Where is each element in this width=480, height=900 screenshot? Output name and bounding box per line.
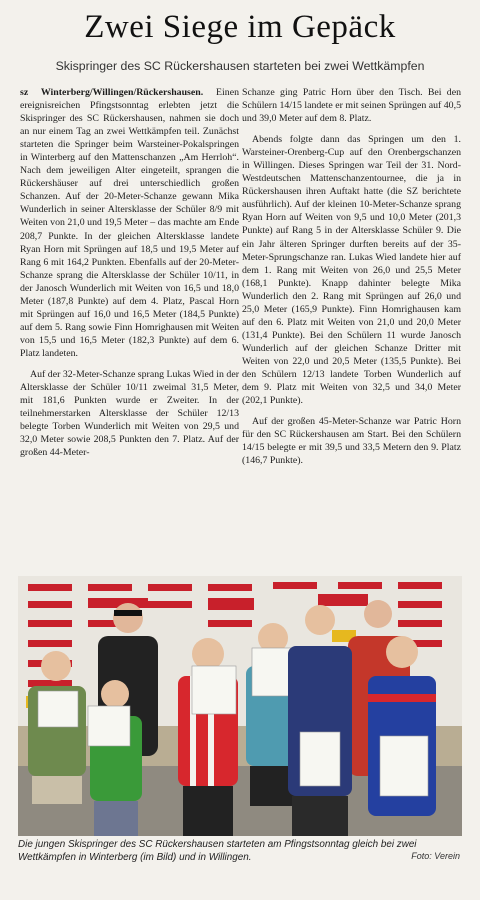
article-paragraph [20,86,239,360]
article-column-2 [242,86,461,467]
dateline: sz Winterberg/Willingen/Rückershausen. [20,87,204,98]
article-paragraph: Abends folgte dann das Springen um den 1. Warsteiner-Orenberg-Cup auf den Orenbergschanzen in Willingen. Dieses Springen war Teil der 31. Nord-Westdeutschen Mattenschanzentournee, die ja in Rückershausen ihren Auftakt hatte (die SZ berichtete ausführlich). Auf der kleinen 10-Meter-Schanze sprang Ryan Horn auf Weiten von 9,5 und 10,0 Meter (201,3 Punkte) auf Rang 5 in der Altersklasse Schüler 9. Die ein Jahr älteren Springer durften bereits auf der 35-Meter-Sprungschanze ran. Lukas Wied landete hier auf dem 1. Rang mit Weiten von 26,0 und 25,5 Meter (168,1 Punkte). Knapp dahinter belegte Mika Wunderlich den 2. Rang mit Sprüngen auf 26,0 und 25,0 Meter (165,9 Punkte). Finn Homrighausen kam auf den 6. Platz mit Weiten von 21,0 und 20,0 Meter (131,4 Punkte). Bei den Schülern 11 wurde Janosch Wunderlich auf der gleichen Schanze Dritter mit Weiten von 22,0 und 20,5 Meter (135,5 Punkte). Bei den Schülern 12/13 landete Torben Wunderlich auf dem 9. Platz mit Weiten von 32,5 und 34,0 Meter (202,1 Punkte). [242,134,461,407]
photo-caption: Die jungen Skispringer des SC Rückershausen starteten am Pfingstsonntag gleich bei zwei Wettkämpfen in Winterberg (im Bild) und in Willingen. [18,839,417,863]
team-photo-illustration [18,576,462,836]
article-paragraph: Auf der 32-Meter-Schanze sprang Lukas Wied in der Altersklasse der Schüler 10/11 zweimal 31,5 Meter, mit 181,6 Punkten wurde er Zweiter. In der teilnehmerstarken Altersklasse der Schüler 12/13 belegte Torben Wunderlich mit Weiten von 29,5 und 32,0 Meter sowie 208,5 Punkten den 7. Platz. Auf der großen 44-Meter- [20,368,239,459]
subheadline: Skispringer des SC Rückershausen starteten bei zwei Wettkämpfen [55,59,425,73]
photo-credit: Foto: Verein [411,851,460,861]
article-column-1 [20,86,239,459]
paragraph-text: Einen ereignisreichen Pfingstsonntag erlebten jetzt die Skispringer des SC Rückershausen, nahmen sie doch an nur einem Tag an zwei Wettkämpfen teil. Zunächst starteten die Springer beim Warsteiner-Pokalspringen in Winterberg auf den Mattenschanzen „Am Herrloh“. Nach dem jeweiligen Alter eingeteilt, sprangen die Rückershäuser auf drei unterschiedlich großen Schanzen. Auf der 20-Meter-Schanze gewann Mika Wunderlich in seiner Altersklasse der Schüler 8/9 mit Weiten von 21,0 und 19,5 Meter – das machte am Ende 208,7 Punkte. In der gleichen Altersklasse landete Ryan Horn mit Sprüngen auf 18,5 und 19,5 Meter auf Rang 6 mit 164,2 Punkten. Ebenfalls auf der 20-Meter-Schanze sprang die Altersklasse der Schüler 10/11, in der Janosch Wunderlich mit Weiten von 16,5 und 18,0 Meter (187,8 Punkte) auf dem 4. Platz, Pascal Horn mit Sprüngen auf 16,0 und 16,5 Meter (184,5 Punkte) auf dem 5. Rang sowie Finn Homrighausen mit Weiten von 15,5 und 16,5 Meter (182,3 Punkte) auf dem 6. Platz landeten. [20,87,239,359]
article-paragraph: Auf der großen 45-Meter-Schanze war Patric Horn für den SC Rückershausen am Start. Bei den Schülern 14/15 belegte er mit 39,5 und 33,5 Metern den 9. Platz (146,7 Punkte). [242,416,461,467]
team-photo [18,576,462,836]
headline: Zwei Siege im Gepäck [84,9,396,45]
article-paragraph: Schanze ging Patric Horn über den Tisch. Bei den Schülern 14/15 landete er mit seinen Sprüngen auf 40,5 und 39,0 Meter auf dem 8. Platz. [242,87,461,125]
